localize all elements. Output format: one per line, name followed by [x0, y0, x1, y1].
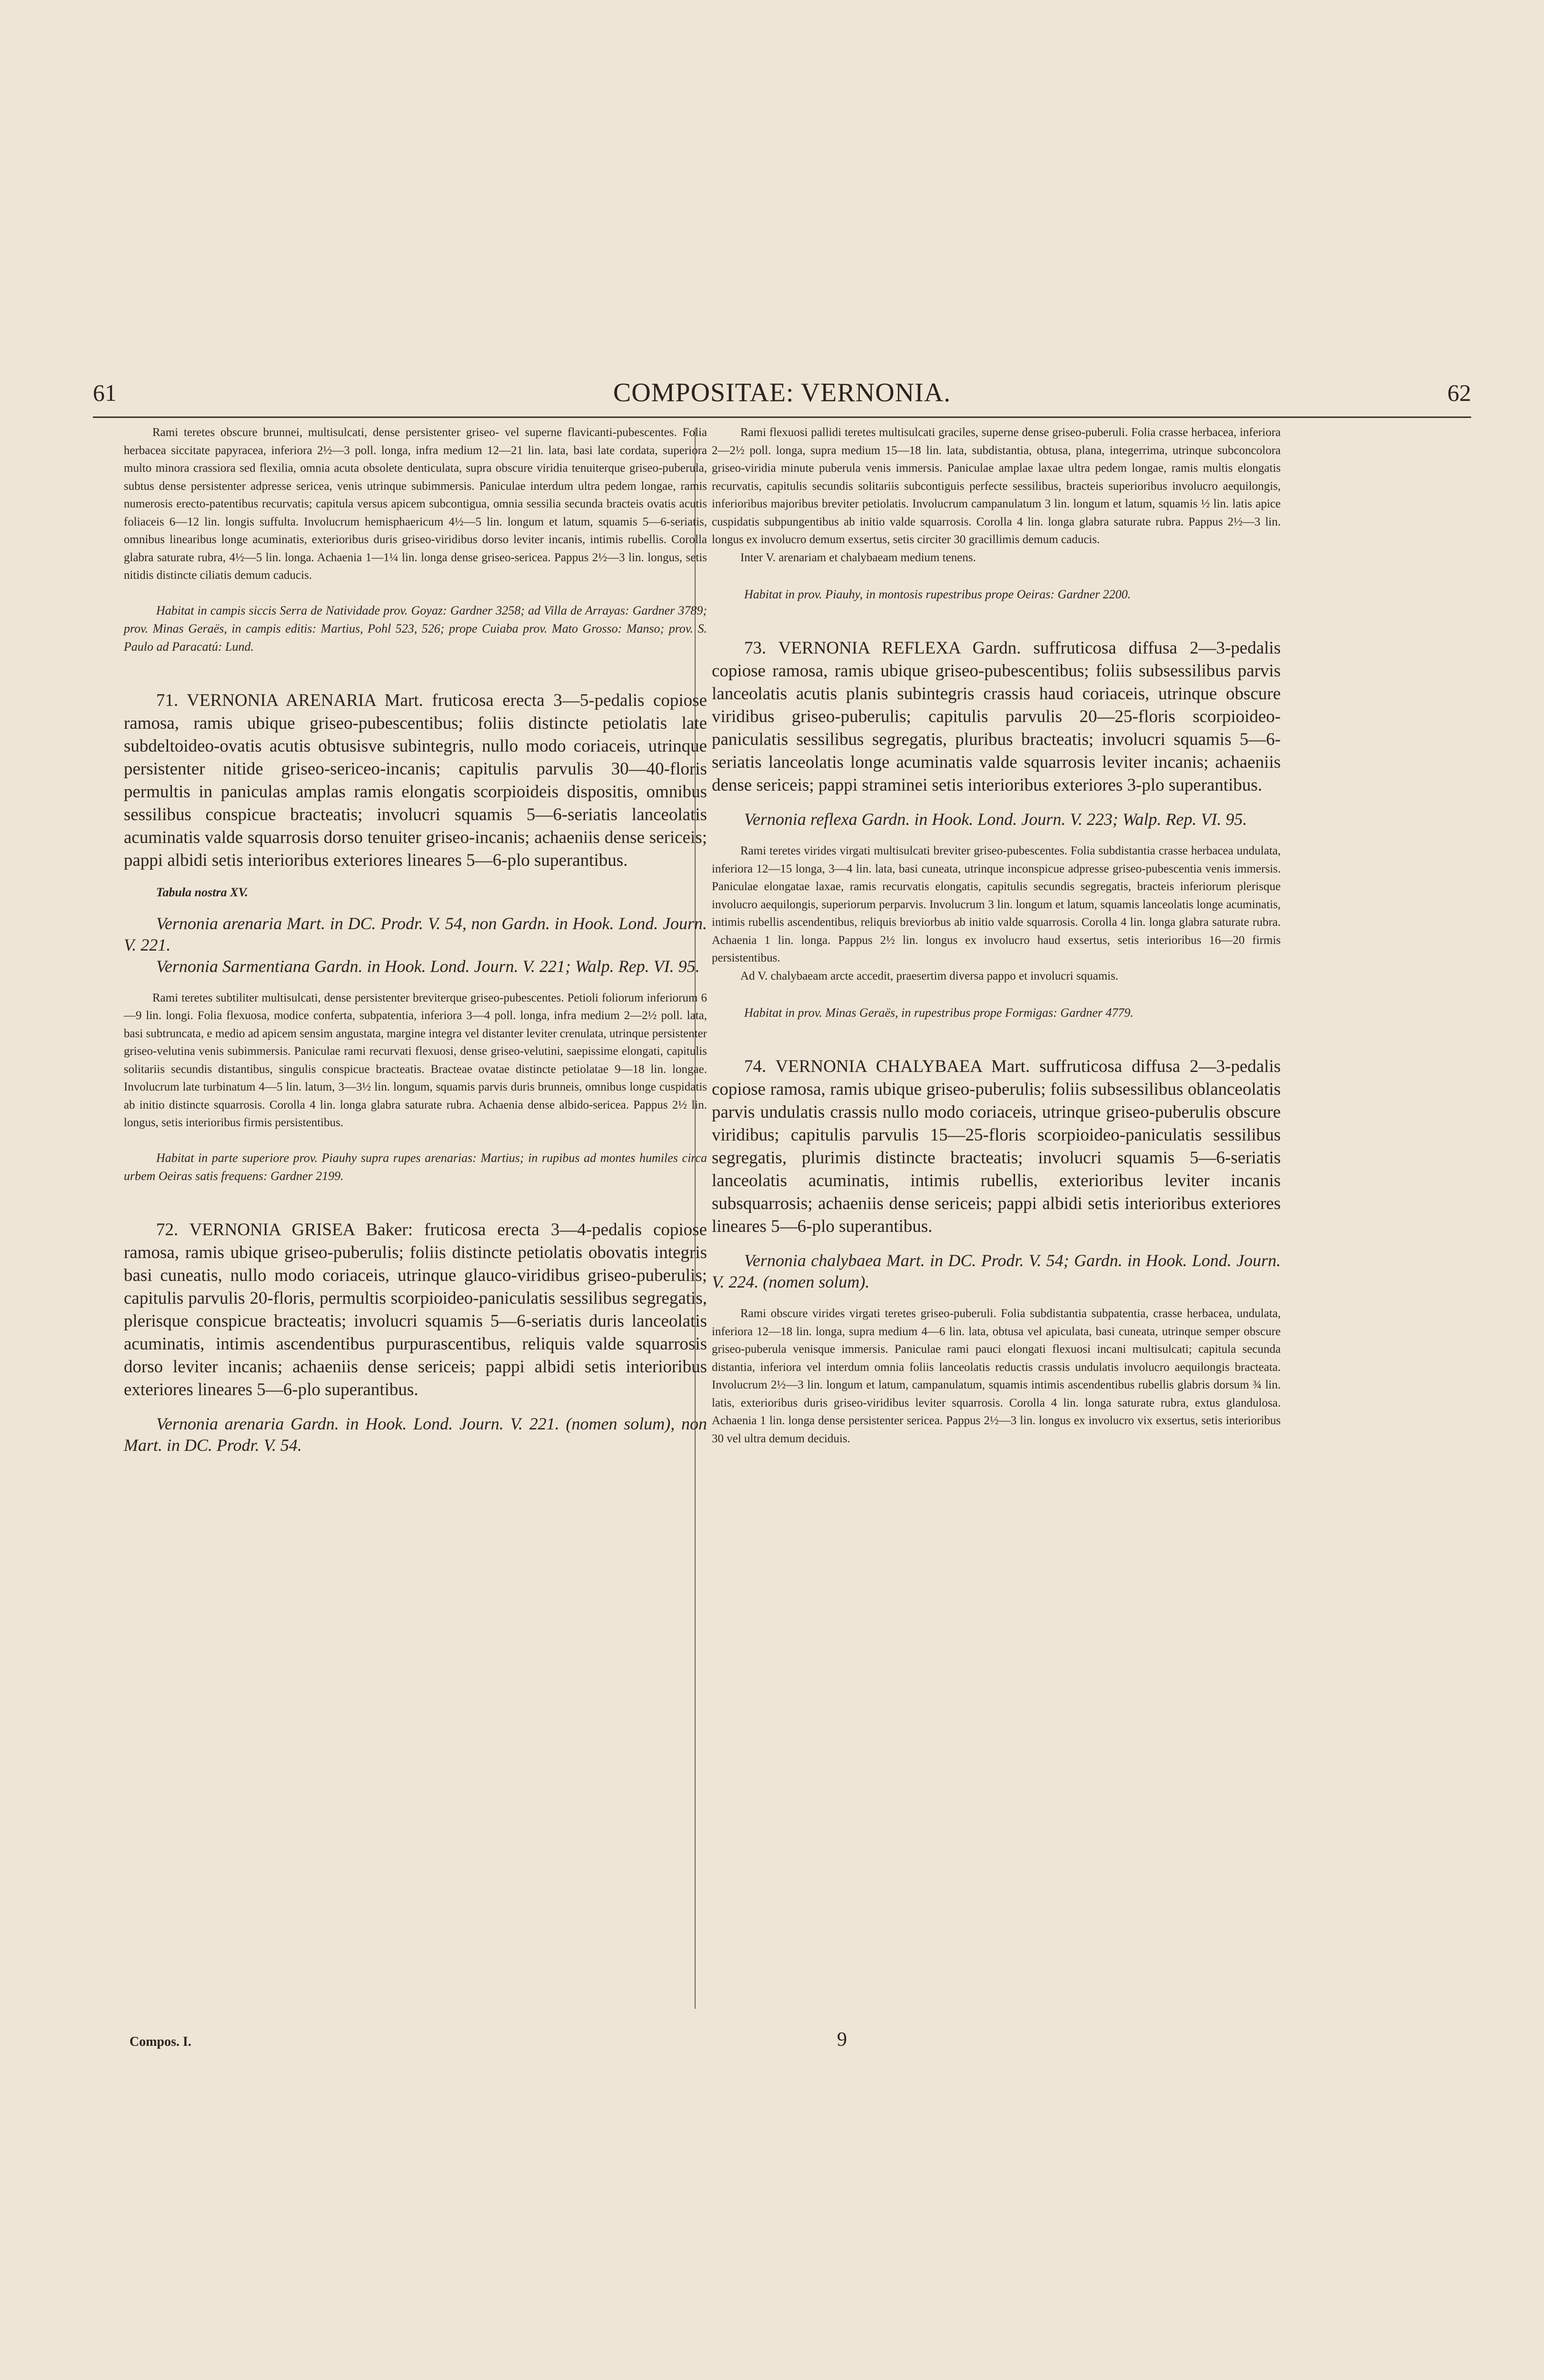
synonym-reference: Vernonia reflexa Gardn. in Hook. Lond. Journ. V. 223; Walp. Rep. VI. 95. — [744, 810, 1247, 829]
description-paragraph: Rami teretes obscure brunnei, multisulcati, dense persistenter griseo- vel superne flavicanti-pubescentes. Folia herbacea siccitate papyracea, inferiora 2½—3 poll. longa, infra medium 12—21 lin. lata, basi late cordata, superiora multo minora crassiora sed flexilia, omnia acuta obsolete denticulata, supra obscure viridia tenuiterque griseo-puberula, subtus dense persistenter adpresse sericea, venis utrinque subimmersis. Paniculae interdum ultra pedem longae, ramis numerosis erecto-patentibus recurvatis; capitula versus apicem subcontigua, omnia sessilia secunda bracteis ovatis acutis foliaceis 6—12 lin. longis suffulta. Involucrum hemisphaericum 4½—5 lin. longum et latum, squamis 5—6-seriatis, omnibus linearibus longe acuminatis, exterioribus duris griseo-viridibus dorso leviter incanis, intimis rubellis. Corolla glabra saturate rubra, 4½—5 lin. longa. Achaenia 1—1¼ lin. longa dense griseo-sericea. Pappus 2½—3 lin. longus, setis nitidis distincte ciliatis demum caducis. — [124, 426, 707, 582]
signature-mark: Compos. I. — [129, 2034, 191, 2049]
description-paragraph: Rami teretes subtiliter multisulcati, dense persistenter breviterque griseo-pubescentes. Petioli foliorum inferiorum 6—9 lin. longi. Folia flexuosa, modice conferta, subpatentia, inferiora 3—4 poll. longa, infra medium 2—2½ poll. lata, basi subtruncata, e medio ad apicem sensim angustata, margine integra vel distanter leviter crenulata, utrinque persistenter griseo-velutina venis subimmersis. Paniculae rami recurvati flexuosi, dense griseo-velutini, saepissime elongati, capitulis solitariis secundis distantibus, singulis conspicue bracteatis. Bracteae ovatae distincte petiolatae 9—18 lin. longae. Involucrum late turbinatum 4—5 lin. latum, 3—3½ lin. longum, squamis parvis duris brunneis, omnibus longe cuspidatis ab initio distincte squarrosis. Corolla 4 lin. longa glabra saturate rubra. Achaenia dense albido-sericea. Pappus 2½ lin. longus, setis interioribus firmis persistentibus. — [124, 991, 707, 1129]
synonym-reference: Vernonia chalybaea Mart. in DC. Prodr. V. 54; Gardn. in Hook. Lond. Journ. V. 224. (nomen solum). — [712, 1251, 1281, 1291]
header-rule — [93, 416, 1471, 418]
note-paragraph: Inter V. arenariam et chalybaeam medium tenens. — [740, 551, 976, 564]
synonym-reference: Vernonia arenaria Mart. in DC. Prodr. V. 54, non Gardn. in Hook. Lond. Journ. V. 221. — [124, 913, 707, 954]
species-diagnosis-73: 73. VERNONIA REFLEXA Gardn. suffruticosa diffusa 2—3-pedalis copiose ramosa, ramis ubique griseo-pubescentibus; foliis subsessilibus parvis lanceolatis acutis planis subintegris crassis haud coriaceis, utrinque obscure viridibus griseo-puberulis; capitulis parvulis 20—25-floris scorpioideo-paniculatis sessilibus segregatis, pluribus bracteatis; involucri squamis 5—6-seriatis lanceolatis longe acuminatis valde squarrosis leviter incanis; achaeniis dense sericeis; pappi straminei setis interioribus exteriores 3-plo superantibus. — [712, 638, 1281, 795]
page-header — [93, 376, 1471, 409]
running-title: COMPOSITAE: VERNONIA. — [613, 378, 951, 407]
right-column — [712, 424, 1281, 1448]
habitat-paragraph: Habitat in prov. Minas Geraës, in rupestribus prope Formigas: Gardner 4779. — [744, 1006, 1134, 1020]
habitat-paragraph: Habitat in prov. Piauhy, in montosis rupestribus prope Oeiras: Gardner 2200. — [744, 587, 1131, 601]
left-column — [124, 424, 707, 1456]
habitat-paragraph: Habitat in campis siccis Serra de Natividade prov. Goyaz: Gardner 3258; ad Villa de Arrayas: Gardner 3789; prov. Minas Geraës, in campis editis: Martius, Pohl 523, 526; prope Cuiaba prov. Mato Grosso: Manso; prov. S. Paulo ad Paracatú: Lund. — [124, 603, 707, 654]
page-number-left: 61 — [93, 379, 117, 406]
note-paragraph: Ad V. chalybaeam arcte accedit, praesertim diversa pappo et involucri squamis. — [740, 969, 1118, 982]
description-paragraph: Rami obscure virides virgati teretes griseo-puberuli. Folia subdistantia subpatentia, crasse herbacea, undulata, inferiora 12—18 lin. longa, supra medium 4—6 lin. lata, obtusa vel apiculata, basi cuneata, utrinque semper obscure griseo-puberula venisque immersis. Paniculae rami pauci elongati flexuosi incani multisulcati; capitula secunda distantia, inferiora vel interdum omnia foliis lanceolatis reductis crassis undulatis involucro aequilongis bracteata. Involucrum 2½—3 lin. longum et latum, campanulatum, squamis intimis ascendentibus rubellis glabris dorsum ¾ lin. latis, exterioribus duris griseo-viridibus leviter squarrosis. Corolla 4 lin. longa saturate rubra, extus glandulosa. Achaenia 1 lin. longa dense persistenter sericea. Pappus 2½—3 lin. longus ex involucro vix exsertus, setis interioribus 30 vel ultra demum deciduis. — [712, 1307, 1281, 1445]
synonym-reference: Vernonia Sarmentiana Gardn. in Hook. Lond. Journ. V. 221; Walp. Rep. VI. 95. — [156, 956, 700, 976]
species-diagnosis-74: 74. VERNONIA CHALYBAEA Mart. suffruticosa diffusa 2—3-pedalis copiose ramosa, ramis ubique griseo-puberulis; foliis subsessilibus oblanceolatis parvis undulatis crassis nullo modo coriaceis, utrinque griseo-puberulis obscure viridibus; capitulis parvulis 15—25-floris scorpioideo-paniculatis sessilibus segregatis, plurimis distincte bracteatis; involucri squamis 5—6-seriatis lanceolatis acuminatis, intimis rubellis, exterioribus leviter incanis subsquarrosis; achaeniis dense sericeis; pappi albidi setis interioribus exteriores lineares 5—6-plo superantibus. — [712, 1057, 1281, 1236]
description-paragraph: Rami teretes virides virgati multisulcati breviter griseo-pubescentes. Folia subdistantia crasse herbacea undulata, inferiora 12—15 longa, 3—4 lin. lata, basi cuneata, utrinque inconspicue adpresse griseo-pubescentia venis immersis. Paniculae elongatae laxae, ramis recurvatis elongatis, capitulis secundis segregatis, bracteis inferiorum plerisque involucro aequilongis, superiorum perparvis. Involucrum 3 lin. longum et latum, squamis lanceolatis longe acuminatis, intimis rubellis ascendentibus, reliquis breviorbus ab initio valde squarrosis. Corolla 4 lin. longa glabra saturate rubra. Achaenia 1 lin. longa. Pappus 2½ lin. longus ex involucro haud exsertus, setis interioribus 16—20 firmis persistentibus. — [712, 844, 1281, 964]
species-diagnosis-72: 72. VERNONIA GRISEA Baker: fruticosa erecta 3—4-pedalis copiose ramosa, ramis ubique griseo-puberulis; foliis distincte petiolatis obovatis integris basi cuneatis, nullo modo coriaceis, utrinque glauco-viridibus griseo-puberulis; capitulis parvulis 20-floris, permultis scorpioideo-paniculatis sessilibus segregatis, plerisque conspicue bracteatis; involucri squamis 5—6-seriatis duris lanceolatis acuminatis, intimis ascendentibus purpurascentibus, reliquis valde squarrosis dorso leviter incanis; achaeniis dense sericeis; pappi albidi setis interioribus exteriores lineares 5—6-plo superantibus. — [124, 1220, 707, 1399]
plate-reference: Tabula nostra XV. — [156, 885, 248, 899]
synonym-reference: Vernonia arenaria Gardn. in Hook. Lond. Journ. V. 221. (nomen solum), non Mart. in DC. Prodr. V. 54. — [124, 1414, 707, 1455]
page-number-right: 62 — [1447, 379, 1471, 406]
habitat-paragraph: Habitat in parte superiore prov. Piauhy supra rupes arenarias: Martius; in rupibus ad montes humiles circa urbem Oeiras satis frequens: Gardner 2199. — [124, 1150, 707, 1183]
species-diagnosis-71: 71. VERNONIA ARENARIA Mart. fruticosa erecta 3—5-pedalis copiose ramosa, ramis ubique griseo-pubescentibus; foliis distincte petiolatis late subdeltoideo-ovatis acutis obtusisve subintegris, nullo modo coriaceis, utrinque persistenter nitide griseo-sericeo-incanis; capitulis parvulis 30—40-floris permultis in paniculas amplas ramis elongatis scorpioideis dispositis, omnibus sessilibus conspicue bracteatis; involucri squamis 5—6-seriatis lanceolatis acuminatis valde squarrosis dorso tenuiter griseo-incanis; achaeniis dense sericeis; pappi albidi setis interioribus exteriores lineares 5—6-plo superantibus. — [124, 690, 707, 870]
sheet-number: 9 — [837, 2029, 847, 2051]
description-paragraph: Rami flexuosi pallidi teretes multisulcati graciles, superne dense griseo-puberuli. Folia crasse herbacea, inferiora 2—2½ poll. longa, supra medium 15—18 lin. lata, subdistantia, obtusa, plana, integerrima, utrinque subconcolora griseo-viridia minute puberula venis immersis. Paniculae amplae laxae ultra pedem longae, ramis multis elongatis recurvatis, capitulis secundis solitariis subcontiguis perfecte sessilibus, bracteis superioribus involucro aequilongis, inferioribus majoribus breviter petiolatis. Involucrum campanulatum 3 lin. longum et latum, squamis ½ lin. latis apice cuspidatis subpungentibus ab initio valde squarrosis. Corolla 4 lin. longa glabra saturate rubra. Pappus 2½—3 lin. longus ex involucro demum exsertus, setis circiter 30 gracillimis demum caducis. — [712, 426, 1281, 546]
